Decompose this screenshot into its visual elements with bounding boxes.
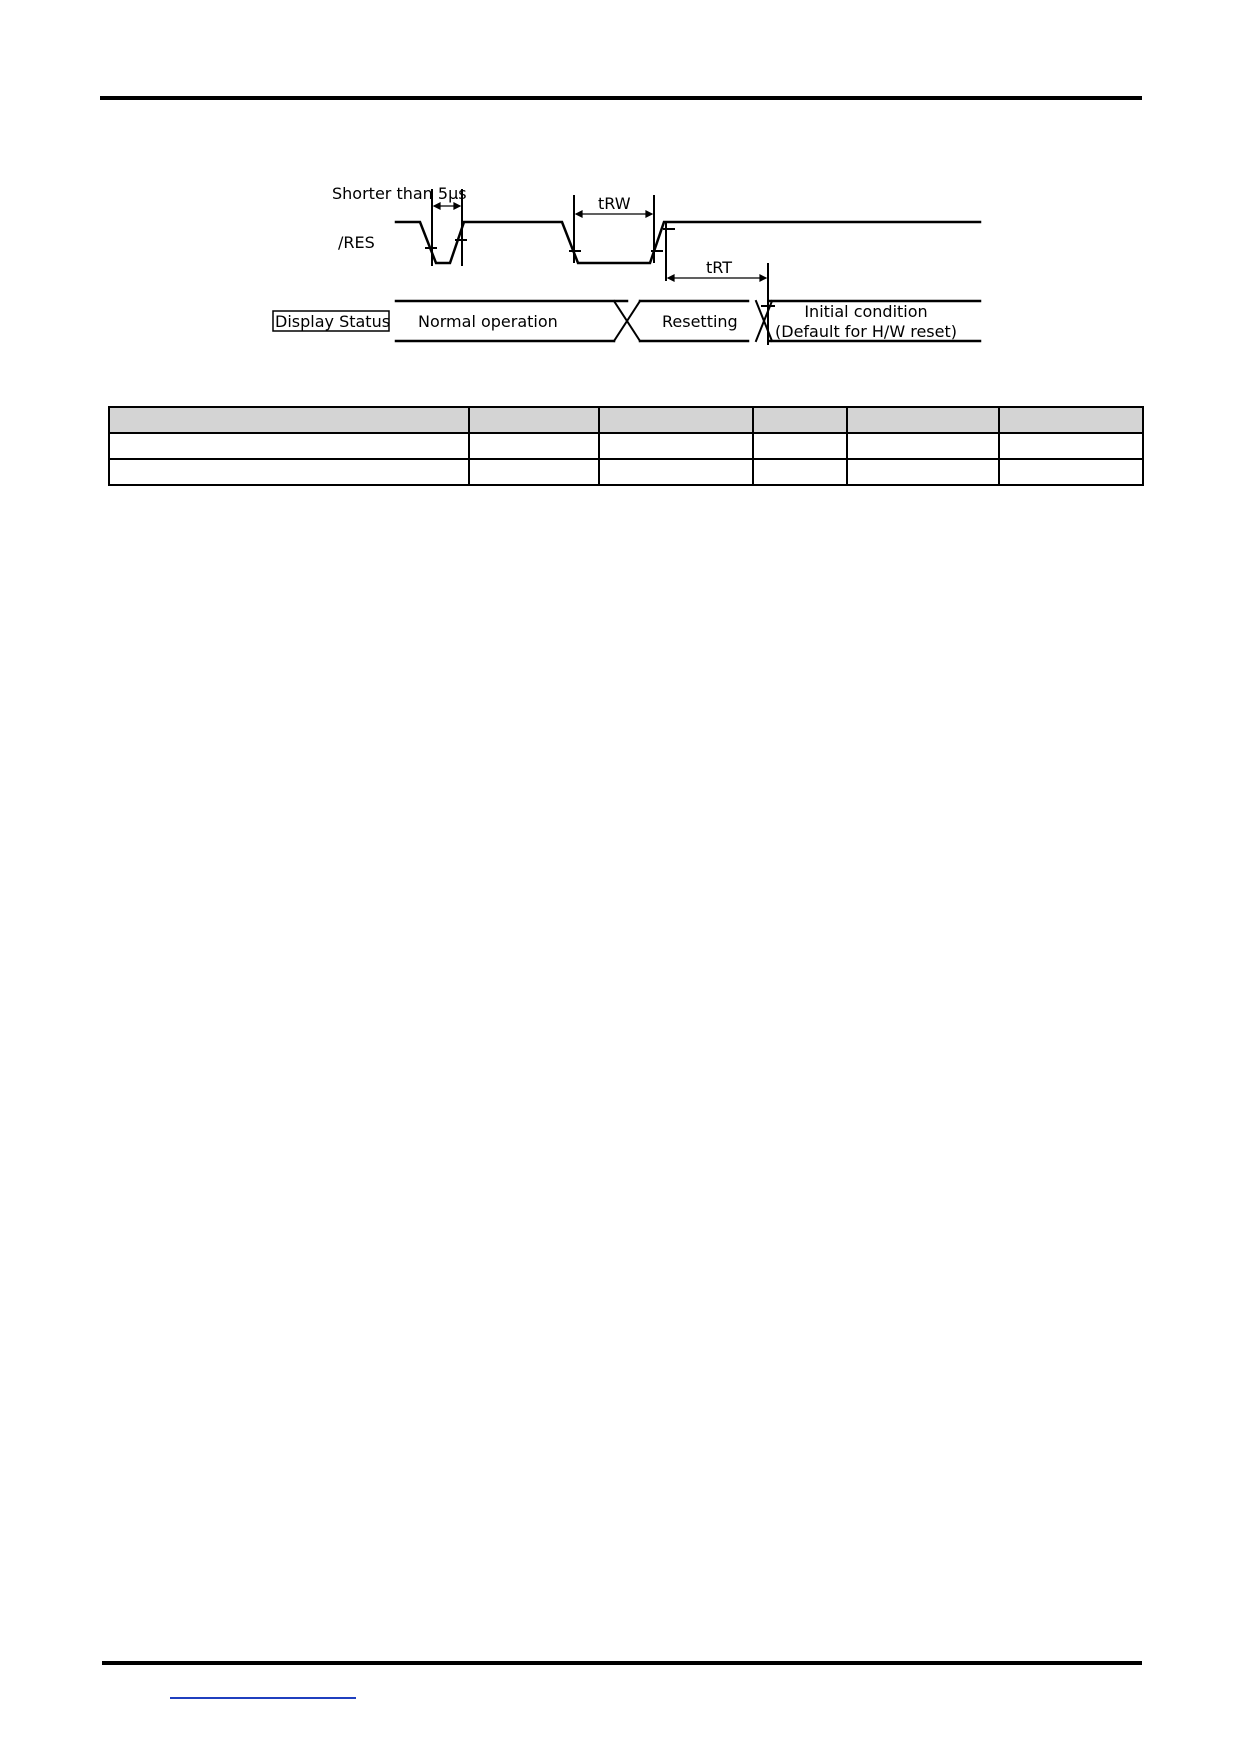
table-cell <box>999 433 1143 459</box>
status-transition-1 <box>614 301 640 341</box>
table-header-cell <box>109 407 469 433</box>
table-cell <box>999 459 1143 485</box>
table-cell <box>109 433 469 459</box>
table-cell <box>847 433 999 459</box>
table-cell <box>753 459 847 485</box>
footer-link[interactable] <box>170 1679 356 1699</box>
timing-diagram-svg <box>0 0 1240 420</box>
reset-timing-diagram <box>0 0 1240 420</box>
res-signal-waveform <box>396 222 980 263</box>
table-header-cell <box>469 407 599 433</box>
table-cell <box>847 459 999 485</box>
table-cell <box>109 459 469 485</box>
trw-label: tRW <box>598 194 631 213</box>
table-row <box>109 459 1143 485</box>
table-cell <box>599 459 753 485</box>
table-cell <box>753 433 847 459</box>
table-header-cell <box>753 407 847 433</box>
state-initial-line1: Initial condition <box>804 302 928 321</box>
res-signal-label: /RES <box>338 233 375 252</box>
shorter-than-label: Shorter than 5µs <box>332 184 467 203</box>
table-row <box>109 433 1143 459</box>
reset-timing-table <box>108 406 1144 486</box>
table-cell <box>469 459 599 485</box>
table-header-cell <box>999 407 1143 433</box>
display-status-label: Display Status <box>275 312 391 331</box>
trt-label: tRT <box>706 258 732 277</box>
footer-rule <box>102 1661 1142 1665</box>
table-header-cell <box>847 407 999 433</box>
table-header-cell <box>599 407 753 433</box>
state-initial-line2: (Default for H/W reset) <box>775 322 957 341</box>
state-resetting: Resetting <box>662 312 738 331</box>
table-cell <box>599 433 753 459</box>
state-normal-operation: Normal operation <box>418 312 558 331</box>
table-cell <box>469 433 599 459</box>
table-header-row <box>109 407 1143 433</box>
